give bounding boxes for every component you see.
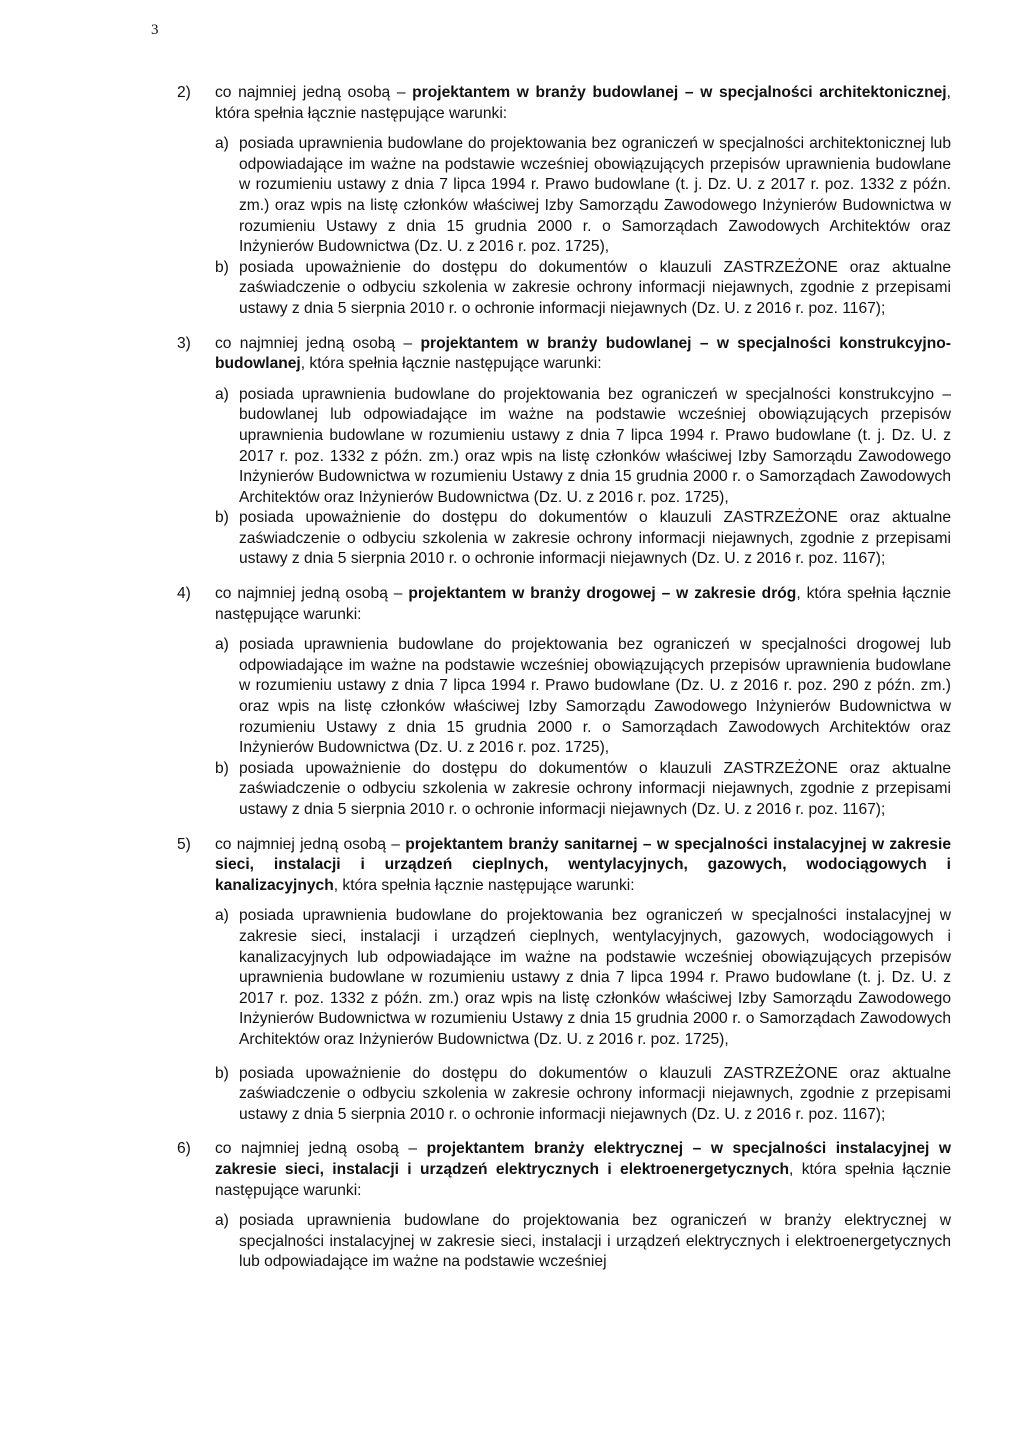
role-title-bold: projektantem branży elektrycznej – w specjalności instalacyjnej w zakresie sieci, instalacji i urządzeń elektrycznych i elektroenergetycznych: [215, 1140, 951, 1178]
condition-letter: a): [215, 907, 229, 925]
condition-item: [215, 258, 951, 320]
list-item-body: [215, 835, 951, 1126]
condition-item: [215, 1211, 951, 1273]
list-item-number: 4): [177, 585, 191, 603]
list-item: [177, 584, 951, 821]
condition-list: [215, 635, 951, 820]
intro-text: , która spełnia łącznie następujące warunki:: [215, 84, 951, 122]
condition-letter: a): [215, 1212, 229, 1230]
condition-item: [215, 508, 951, 570]
list-item: [177, 83, 951, 320]
condition-text: posiada uprawnienia budowlane do projektowania bez ograniczeń w branży elektrycznej w specjalności instalacyjnej w zakresie sieci, instalacji i urządzeń elektrycznych i elektroenergetycznych lub odpowiadające im ważne na podstawie wcześniej: [239, 1212, 951, 1271]
intro-text: , która spełnia łącznie następujące warunki:: [215, 585, 951, 623]
list-item: [177, 835, 951, 1126]
condition-item: [215, 759, 951, 821]
intro-text: , która spełnia łącznie następujące warunki:: [215, 1160, 951, 1199]
condition-item: [215, 385, 951, 509]
list-item-number: 6): [177, 1140, 191, 1158]
requirement-intro: [215, 334, 951, 375]
condition-item: [215, 1064, 951, 1126]
requirement-intro: [215, 584, 951, 625]
condition-letter: a): [215, 385, 229, 403]
role-title-bold: projektantem w branży budowlanej – w specjalności konstrukcyjno-budowlanej: [215, 334, 951, 373]
condition-list: [215, 134, 951, 319]
intro-text: co najmniej jedną osobą –: [215, 835, 406, 853]
intro-text: co najmniej jedną osobą –: [215, 84, 413, 101]
list-item-number: 5): [177, 835, 191, 853]
requirement-intro: [215, 1139, 951, 1201]
condition-letter: b): [215, 509, 229, 527]
list-item-body: [215, 334, 951, 571]
list-item: [177, 1139, 951, 1273]
list-item-number: 3): [177, 334, 191, 352]
condition-text: posiada upoważnienie do dostępu do dokumentów o klauzuli ZASTRZEŻONE oraz aktualne zaświadczenie o odbyciu szkolenia w zakresie ochrony informacji niejawnych, zgodnie z przepisami ustawy z dnia 5 sierpnia 2010 r. o ochronie informacji niejawnych (Dz. U. z 2016 r. poz. 1167);: [239, 509, 951, 568]
intro-text: co najmniej jedną osobą –: [215, 334, 421, 352]
intro-text: , która spełnia łącznie następujące warunki:: [333, 876, 635, 894]
condition-text: posiada upoważnienie do dostępu do dokumentów o klauzuli ZASTRZEŻONE oraz aktualne zaświadczenie o odbyciu szkolenia w zakresie ochrony informacji niejawnych, zgodnie z przepisami ustawy z dnia 5 sierpnia 2010 r. o ochronie informacji niejawnych (Dz. U. z 2016 r. poz. 1167);: [239, 759, 951, 818]
document-body: [177, 83, 951, 1287]
condition-list: [215, 1211, 951, 1273]
condition-letter: a): [215, 636, 229, 654]
condition-text: posiada uprawnienia budowlane do projektowania bez ograniczeń w specjalności konstrukcyjno – budowlanej lub odpowiadające im ważne na podstawie wcześniej obowiązujących przepisów uprawnienia budowlane w rozumieniu ustawy z dnia 7 lipca 1994 r. Prawo budowlane (t. j. Dz. U. z 2017 r. poz. 1332 z późn. zm.) oraz wpis na listę członków właściwej Izby Samorządu Zawodowego Inżynierów Budownictwa w rozumieniu Ustawy z dnia 15 grudnia 2000 r. o Samorządach Zawodowych Architektów oraz Inżynierów Budownictwa (Dz. U. z 2016 r. poz. 1725),: [239, 385, 951, 506]
condition-list: [215, 385, 951, 570]
condition-text: posiada uprawnienia budowlane do projektowania bez ograniczeń w specjalności architektonicznej lub odpowiadające im ważne na podstawie wcześniej obowiązujących przepisów uprawnienia budowlane w rozumieniu ustawy z dnia 7 lipca 1994 r. Prawo budowlane (t. j. Dz. U. z 2017 r. poz. 1332 z późn. zm.) oraz wpis na listę członków właściwej Izby Samorządu Zawodowego Inżynierów Budownictwa w rozumieniu Ustawy z dnia 15 grudnia 2000 r. o Samorządach Zawodowych Architektów oraz Inżynierów Budownictwa (Dz. U. z 2016 r. poz. 1725),: [239, 135, 951, 256]
condition-text: posiada uprawnienia budowlane do projektowania bez ograniczeń w specjalności drogowej lub odpowiadające im ważne na podstawie wcześniej obowiązujących przepisów uprawnienia budowlane w rozumieniu ustawy z dnia 7 lipca 1994 r. Prawo budowlane (Dz. U. z 2016 r. poz. 290 z późn. zm.) oraz wpis na listę członków właściwej Izby Samorządu Zawodowego Inżynierów Budownictwa w rozumieniu Ustawy z dnia 15 grudnia 2000 r. o Samorządach Zawodowych Architektów oraz Inżynierów Budownictwa (Dz. U. z 2016 r. poz. 1725),: [239, 636, 951, 757]
list-item-number: 2): [177, 84, 191, 101]
condition-text: posiada upoważnienie do dostępu do dokumentów o klauzuli ZASTRZEŻONE oraz aktualne zaświadczenie o odbyciu szkolenia w zakresie ochrony informacji niejawnych, zgodnie z przepisami ustawy z dnia 5 sierpnia 2010 r. o ochronie informacji niejawnych (Dz. U. z 2016 r. poz. 1167);: [239, 258, 951, 317]
condition-letter: b): [215, 258, 229, 276]
role-title-bold: projektantem w branży budowlanej – w specjalności architektonicznej: [412, 84, 947, 101]
list-item-body: [215, 1139, 951, 1273]
intro-text: co najmniej jedną osobą –: [215, 585, 409, 603]
role-title-bold: projektantem branży sanitarnej – w specjalności instalacyjnej w zakresie sieci, instalacji i urządzeń cieplnych, wentylacyjnych, gazowych, wodociągowych i kanalizacyjnych: [215, 835, 951, 894]
condition-text: posiada uprawnienia budowlane do projektowania bez ograniczeń w specjalności instalacyjnej w zakresie sieci, instalacji i urządzeń cieplnych, wentylacyjnych, gazowych, wodociągowych i kanalizacyjnych lub odpowiadające im ważne na podstawie wcześniej obowiązujących przepisów uprawnienia budowlane w rozumieniu ustawy z dnia 7 lipca 1994 r. Prawo budowlane (t. j. Dz. U. z 2017 r. poz. 1332 z późn. zm.) oraz wpis na listę członków właściwej Izby Samorządu Zawodowego Inżynierów Budownictwa w rozumieniu Ustawy z dnia 15 grudnia 2000 r. o Samorządach Zawodowych Architektów oraz Inżynierów Budownictwa (Dz. U. z 2016 r. poz. 1725),: [239, 907, 951, 1048]
requirement-intro: [215, 835, 951, 897]
list-item: [177, 334, 951, 571]
role-title-bold: projektantem w branży drogowej – w zakresie dróg: [408, 585, 797, 603]
page-number: 3: [151, 22, 159, 38]
condition-letter: b): [215, 759, 229, 777]
list-item-body: [215, 83, 951, 320]
condition-item: [215, 134, 951, 258]
intro-text: co najmniej jedną osobą –: [215, 1140, 427, 1158]
condition-letter: b): [215, 1064, 229, 1082]
condition-item: [215, 906, 951, 1050]
intro-text: , która spełnia łącznie następujące warunki:: [300, 355, 602, 373]
condition-text: posiada upoważnienie do dostępu do dokumentów o klauzuli ZASTRZEŻONE oraz aktualne zaświadczenie o odbyciu szkolenia w zakresie ochrony informacji niejawnych, zgodnie z przepisami ustawy z dnia 5 sierpnia 2010 r. o ochronie informacji niejawnych (Dz. U. z 2016 r. poz. 1167);: [239, 1064, 951, 1123]
requirement-intro: [215, 83, 951, 124]
condition-item: [215, 635, 951, 759]
condition-letter: a): [215, 135, 229, 153]
condition-list: [215, 906, 951, 1125]
list-item-body: [215, 584, 951, 821]
